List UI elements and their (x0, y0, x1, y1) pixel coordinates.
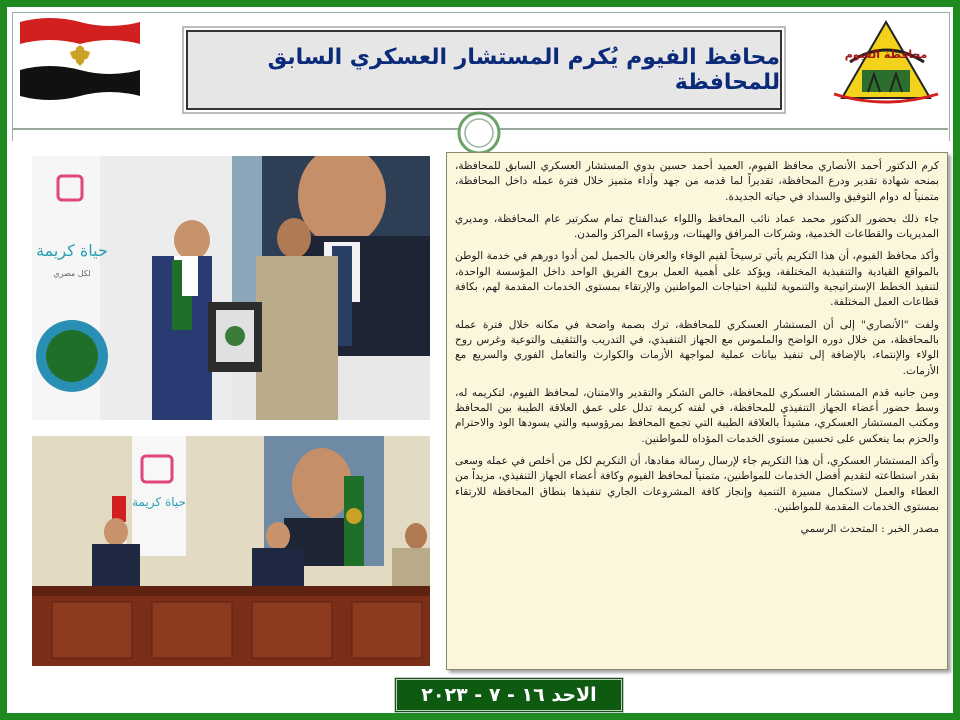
banner-text: حياة كريمة (36, 241, 108, 260)
egypt-flag-icon (16, 12, 144, 104)
article-body (446, 152, 948, 670)
date-badge (394, 677, 624, 713)
title-box (186, 30, 782, 110)
photo-meeting-room (32, 436, 430, 666)
photo-honoring-ceremony (32, 156, 430, 420)
article-paragraph: جاء ذلك بحضور الدكتور محمد عماد نائب المحافظ واللواء عبدالفتاح تمام سكرتير عام المحافظة، ومديري المديريات والقطاعات الخدمية، وشركات المرافق والهيئات، ورؤساء المراكز والمدن. (455, 212, 939, 241)
circle-ornament-icon (456, 110, 502, 156)
news-source: مصدر الخبر : المتحدث الرسمي (800, 523, 939, 536)
article-paragraph: ومن جانبه قدم المستشار العسكري للمحافظة، خالص الشكر والتقدير والامتنان، لمحافظ الفيوم، لتكريمه له، وسط حضور أعضاء الجهاز التنفيذي للمحافظة، في لفته كريمة تدلل على عمق العلاقة الطيبة بين المحافظ ومكتب المستشار العسكري، مشيداً بالعلاقة الطيبة التي تجمع المحافظ بمرؤوسيه والتي يسودها الود والاحترام والحزم بما ينعكس على تحسين مستوى الخدمات المؤداه للمواطنين. (455, 386, 939, 445)
article-paragraph: ولفت "الأنصاري" إلى أن المستشار العسكري للمحافظة، ترك بصمة واضحة في مكانه خلال فترة عمله بالمحافظة، من خلال دوره الواضح والملموس مع الجهاز التنفيذي، في التدريب والتثقيف والتوعية وغرس روح الولاء والإنتماء، بالإضافة إلى تنفيذ بيانات عملية لمواجهة الأزمات والكوارث والتعامل الفوري والسريع مع الأزمات. (455, 318, 939, 377)
banner-sub-text: لكل مصري (53, 269, 91, 278)
date-text: الاحد ١٦ - ٧ - ٢٠٢٣ (421, 684, 597, 706)
banner-text-2: حياة كريمة (132, 495, 186, 509)
page-title: محافظ الفيوم يُكرم المستشار العسكري السابق للمحافظة (267, 45, 780, 95)
article-paragraph: وأكد المستشار العسكري، أن هذا التكريم جاء لإرسال رسالة مفادها، أن التكريم لكل من أخلص في عمله وسعى بقدر استطاعته لتقديم أفضل الخدمات للمواطنين، متمنياً لمحافظ الفيوم وكافة أعضاء الجهاز التنفيذي، مزيداً من العطاء والعمل لاستكمال مسيرة التنمية وإنجاز كافة المشروعات الجاري تنفيذها بنطاق المحافظة للارتقاء بمستوى الخدمات المقدمة للمواطنين. (455, 455, 939, 513)
article-paragraph: كرم الدكتور أحمد الأنصاري محافظ الفيوم، العميد أحمد حسين بدوي المستشار العسكري السابق للمحافظة، بمنحه شهادة تقدير ودرع المحافظة، تقديراً لما قدمه من جهد وأداء متميز خلال فترة عمله داخل المحافظة، متمنياً له دوام التوفيق والسداد في حياته الجديدة. (455, 160, 939, 203)
article-paragraph: وأكد محافظ الفيوم، أن هذا التكريم يأتي ترسيخاً لقيم الوفاء والعرفان بالجميل لمن أدوا دورهم في خدمة الوطن بالمواقع القيادية والتنفيذية المختلفة، ويؤكد على أهمية العمل بروح الفريق الواحد داخل المؤسسة الواحدة، لتنفيذ الخطط الإستراتيجية والتنموية لتلبية احتياجات المواطنين والإرتقاء بمستوى الخدمات المقدمة لهم، بكافة قطاعات العمل المختلفة. (455, 250, 939, 309)
logo-text: محافظة الفيوم (844, 48, 928, 61)
fayoum-governorate-logo (832, 18, 940, 108)
